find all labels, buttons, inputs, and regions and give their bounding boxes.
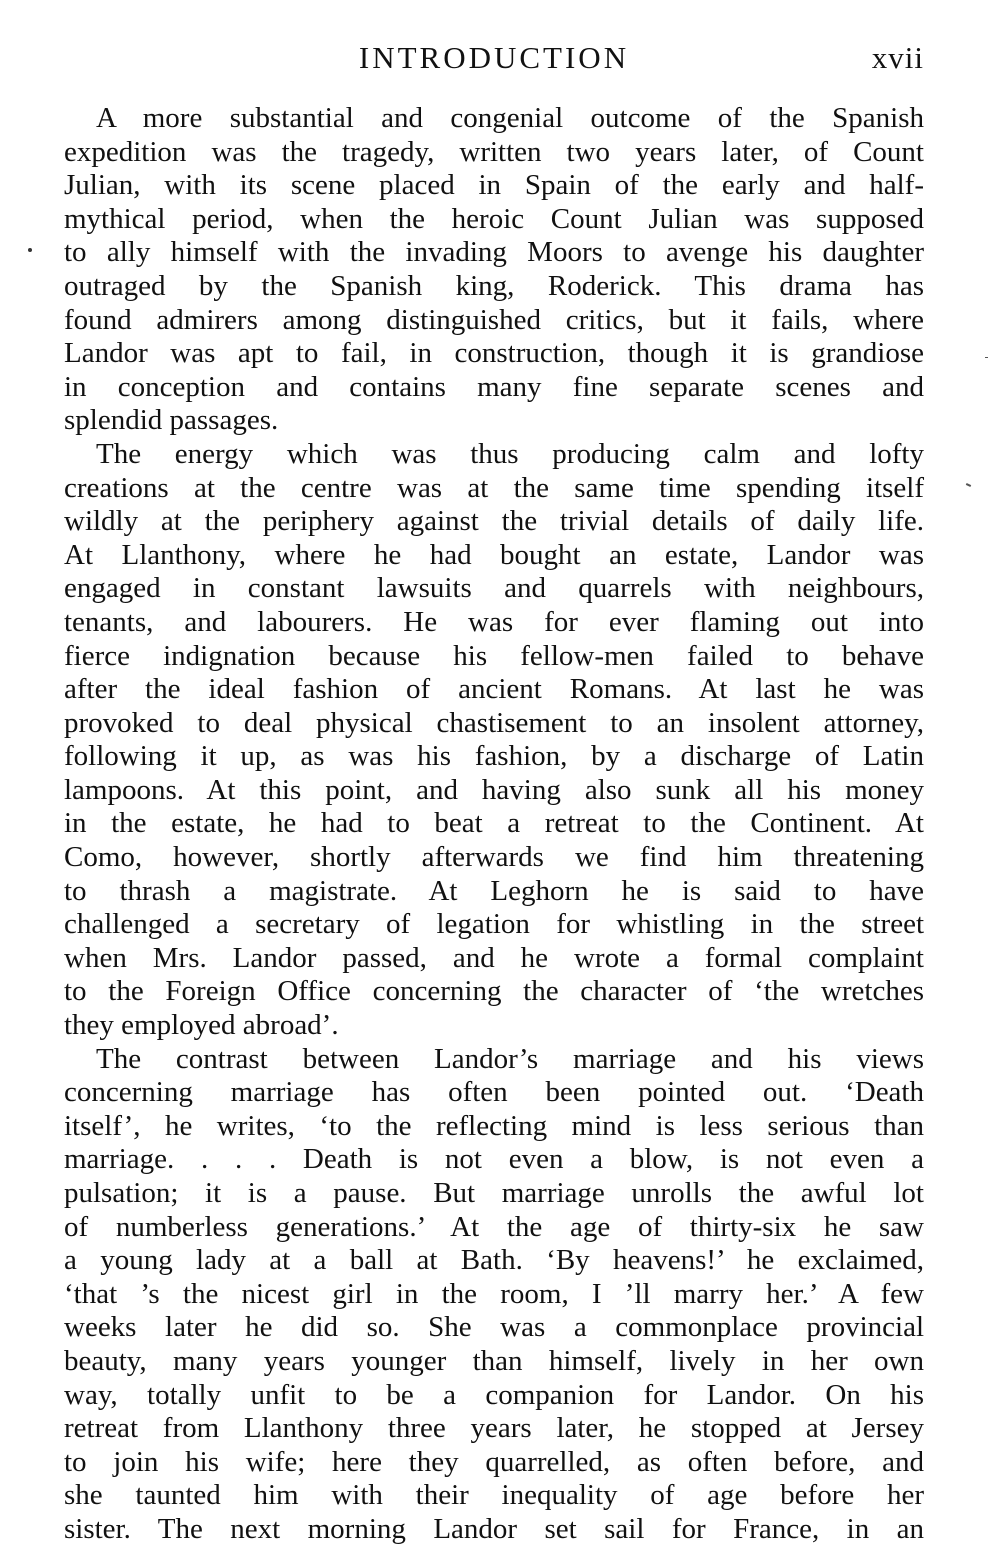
text-line: to ally himself with the invading Moors to avenge his daughter [64,236,924,269]
text-line: marriage. . . . Death is not even a blow, is not even a [64,1143,924,1176]
text-line: splendid passages. [64,404,279,437]
text-line: provoked to deal physical chastisement to an insolent attorney, [64,706,924,739]
text-line: of numberless generations.’ At the age of thirty-six he saw [64,1210,924,1243]
text-line: The contrast between Landor’s marriage and his views [96,1042,924,1075]
margin-tick [966,483,971,487]
running-head [64,40,924,84]
text-line: a young lady at a ball at Bath. ‘By heavens!’ he exclaimed, [64,1244,924,1277]
text-line: tenants, and labourers. He was for ever flaming out into [64,605,924,638]
text-line: way, totally unfit to be a companion for Landor. On his [64,1378,924,1411]
text-line: Como, however, shortly afterwards we find him threatening [64,841,924,874]
text-line: after the ideal fashion of ancient Romans. At last he was [64,673,924,706]
text-line: A more substantial and congenial outcome of the Spanish [96,102,924,134]
text-line: At Llanthony, where he had bought an estate, Landor was [64,538,924,571]
text-line: following it up, as was his fashion, by a discharge of Latin [64,740,924,773]
text-line: lampoons. At this point, and having also sunk all his money [64,773,924,806]
text-line: retreat from Llanthony three years later, he stopped at Jersey [64,1412,924,1445]
text-line: she taunted him with their inequality of age before her [64,1479,924,1512]
text-line: Landor was apt to fail, in construction, though it is grandiose [64,337,924,370]
text-line: concerning marriage has often been pointed out. ‘Death [64,1076,924,1109]
text-line: expedition was the tragedy, written two years later, of Count [64,135,924,168]
text-line: found admirers among distinguished critics, but it fails, where [64,303,924,336]
text-line: they employed abroad’. [64,1009,339,1042]
text-line: Julian, with its scene placed in Spain of the early and half- [64,169,924,202]
text-line: when Mrs. Landor passed, and he wrote a formal complaint [64,941,924,974]
text-line: engaged in constant lawsuits and quarrels with neighbours, [64,572,924,605]
text-line: pulsation; it is a pause. But marriage unrolls the awful lot [64,1177,924,1209]
text-line: beauty, many years younger than himself, lively in her own [64,1344,924,1377]
text-line: The energy which was thus producing calm and lofty [96,437,924,470]
text-line: wildly at the periphery against the trivial details of daily life. [64,505,924,538]
text-line: to the Foreign Office concerning the character of ‘the wretches [64,975,924,1008]
text-line: sister. The next morning Landor set sail for France, in an [64,1512,924,1545]
margin-dot [28,248,32,252]
running-title: INTRODUCTION [358,40,630,75]
text-line: in the estate, he had to beat a retreat to the Continent. At [64,807,924,840]
text-line: fierce indignation because his fellow-men failed to behave [64,639,924,672]
text-line: mythical period, when the heroic Count Julian was supposed [64,202,924,235]
text-line: weeks later he did so. She was a commonplace provincial [64,1311,924,1344]
page-number: xvii [871,40,924,75]
text-line: challenged a secretary of legation for whistling in the street [64,908,924,941]
text-line: to thrash a magistrate. At Leghorn he is said to have [64,874,924,907]
text-line: outraged by the Spanish king, Roderick. This drama has [64,269,924,302]
body-text [64,102,924,1547]
text-line: ‘that ’s the nicest girl in the room, I ’ll marry her.’ A few [64,1277,924,1310]
margin-tick [985,357,988,358]
text-line: creations at the centre was at the same time spending itself [64,471,924,504]
text-line: in conception and contains many fine separate scenes and [64,370,924,403]
text-line: to join his wife; here they quarrelled, as often before, and [64,1445,924,1478]
text-line: itself’, he writes, ‘to the reflecting mind is less serious than [64,1109,924,1142]
